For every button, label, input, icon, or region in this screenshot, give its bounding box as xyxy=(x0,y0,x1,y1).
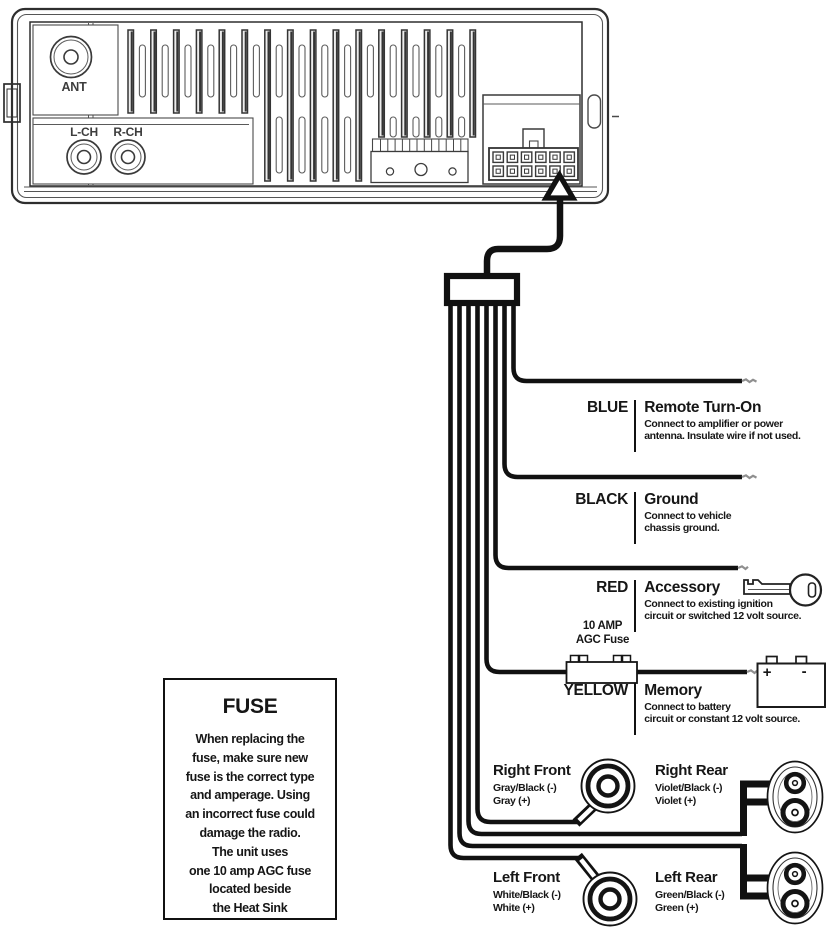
side-tab xyxy=(588,95,601,128)
wire-label-blue xyxy=(470,399,815,452)
speaker-title: Left Rear xyxy=(655,869,718,886)
harness-connector-block xyxy=(447,276,517,303)
wire-function: Ground xyxy=(644,491,699,508)
fuse-note-line: the Heat Sink xyxy=(212,901,288,916)
fuse-note-box xyxy=(163,678,337,920)
wire-color-name: BLACK xyxy=(575,491,628,508)
speaker-title: Right Rear xyxy=(655,762,728,779)
antenna-label: ANT xyxy=(61,80,87,94)
fuse-rating-label: 10 AMP xyxy=(582,620,623,632)
speaker-label-right-rear xyxy=(655,763,728,807)
round-speaker-left-front-icon xyxy=(584,873,637,926)
wire-desc-line: antenna. Insulate wire if not used. xyxy=(644,429,801,442)
speaker-neg: Gray/Black (-) xyxy=(493,782,557,794)
speaker-title: Right Front xyxy=(493,762,571,779)
rear-speaker-leads xyxy=(740,781,771,899)
fuse-note-line: The unit uses xyxy=(211,844,289,859)
wire-desc-line: Connect to existing ignition xyxy=(644,598,773,610)
speaker-pos: Gray (+) xyxy=(493,795,531,807)
antenna-jack xyxy=(33,25,118,115)
fuse-note-line: an incorrect fuse could xyxy=(185,807,315,822)
wire-color-name: RED xyxy=(596,579,628,596)
arrow-shaft xyxy=(487,199,560,278)
wire-desc-line: circuit or switched 12 volt source. xyxy=(644,609,802,622)
round-speaker-right-front-icon xyxy=(582,760,635,813)
wire-desc-line: chassis ground. xyxy=(644,521,720,534)
fuse-note-line: located beside xyxy=(209,882,291,897)
oval-speaker-right-rear-icon xyxy=(768,762,823,833)
wire-right-front xyxy=(478,300,579,822)
left-channel-label: L-CH xyxy=(70,125,98,139)
speaker-neg: Green/Black (-) xyxy=(655,889,725,901)
heat-sink xyxy=(371,139,468,183)
head-unit-rear-panel xyxy=(4,9,619,203)
fuse-note-title: FUSE xyxy=(222,695,278,718)
front-speaker-connectors xyxy=(576,803,599,882)
harness-socket xyxy=(483,95,580,184)
speaker-label-left-front xyxy=(493,870,561,914)
wire-desc-line: circuit or constant 12 volt source. xyxy=(644,712,800,725)
wire-color-name: YELLOW xyxy=(563,682,628,699)
wire-desc-line: Connect to battery xyxy=(644,701,731,713)
battery-plus-label: + xyxy=(762,664,772,681)
speaker-pos: Violet (+) xyxy=(655,795,696,807)
wire-desc-line: Connect to amplifier or power xyxy=(644,418,783,430)
wire-desc-line: Connect to vehicle xyxy=(644,510,732,522)
wire-function: Memory xyxy=(644,682,702,699)
fuse-note-line: one 10 amp AGC fuse xyxy=(188,863,312,878)
wire-label-yellow xyxy=(470,682,815,735)
speaker-neg: White/Black (-) xyxy=(493,889,561,901)
speaker-label-left-rear xyxy=(655,870,724,914)
speaker-pos: Green (+) xyxy=(655,902,699,914)
wire-color-name: BLUE xyxy=(587,399,628,416)
speaker-pos: White (+) xyxy=(493,902,535,914)
wire-function: Accessory xyxy=(644,579,720,596)
fuse-note-line: fuse, make sure new xyxy=(192,750,308,765)
fuse-note-line: fuse is the correct type xyxy=(185,769,315,784)
fuse-note-line: damage the radio. xyxy=(199,825,301,840)
battery-minus-label: - xyxy=(801,663,807,680)
oval-speaker-left-rear-icon xyxy=(768,853,823,924)
fuse-note-line: and amperage. Using xyxy=(190,788,310,803)
speaker-neg: Violet/Black (-) xyxy=(655,782,723,794)
speaker-label-right-front xyxy=(493,763,571,807)
speaker-title: Left Front xyxy=(493,869,560,886)
wire-function: Remote Turn-On xyxy=(644,399,762,416)
fuse-note-line: When replacing the xyxy=(195,732,305,746)
wire-label-black xyxy=(470,491,815,544)
fuse-type-label: AGC Fuse xyxy=(575,634,630,646)
fuse-note-body xyxy=(165,730,335,918)
wire-blue xyxy=(514,300,743,381)
fuse-holder-icon xyxy=(567,656,638,684)
right-channel-label: R-CH xyxy=(113,125,143,139)
